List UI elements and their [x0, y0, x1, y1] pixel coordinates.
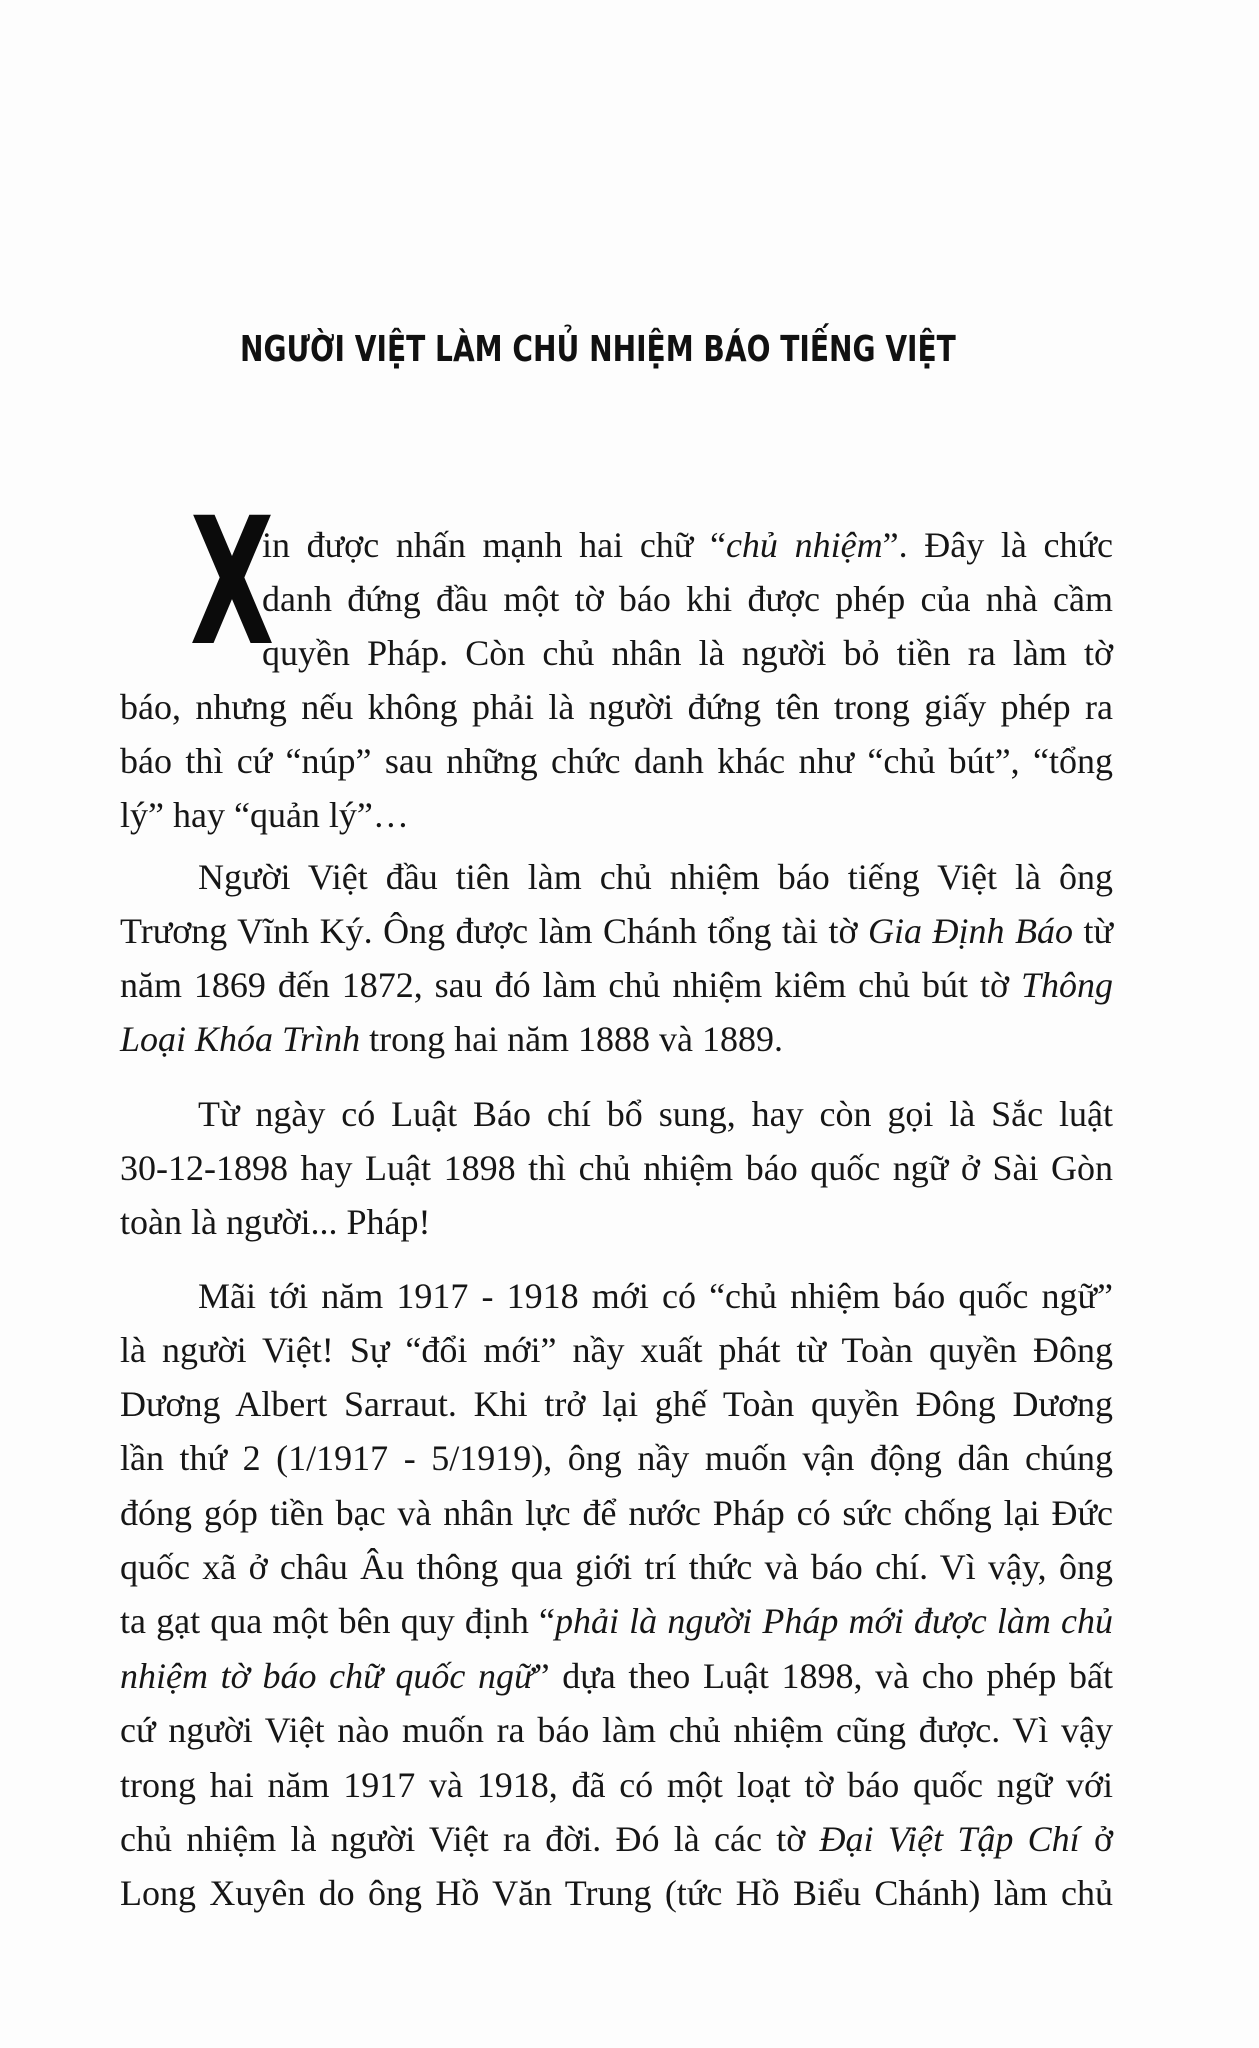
paragraph-4-line — [198, 1269, 1113, 1323]
paragraph-4-line — [120, 1540, 1113, 1594]
italic-title-text: Đại Việt Tập Chí — [819, 1819, 1080, 1859]
paragraph-3-line — [120, 1195, 1113, 1249]
text-run: lần thứ 2 (1/1917 - 5/1919), ông nầy muốn vận động dân chúng — [120, 1438, 1113, 1478]
text-run: Dương Albert Sarraut. Khi trở lại ghế Toàn quyền Đông Dương — [120, 1384, 1113, 1424]
text-run: Trương Vĩnh Ký. Ông được làm Chánh tổng tài tờ — [120, 911, 869, 951]
paragraph-2-line — [198, 850, 1113, 904]
text-run: chủ nhiệm là người Việt ra đời. Đó là các tờ — [120, 1819, 820, 1859]
paragraph-4-line — [120, 1594, 1113, 1648]
italic-title-text: Loại Khóa Trình — [120, 1019, 361, 1059]
paragraph-1-line — [262, 626, 1113, 680]
paragraph-1-line — [262, 518, 1113, 572]
text-run: đóng góp tiền bạc và nhân lực để nước Pháp có sức chống lại Đức — [120, 1493, 1113, 1533]
paragraph-1-line — [262, 572, 1113, 626]
paragraph-4-line — [120, 1323, 1113, 1377]
text-run: danh đứng đầu một tờ báo khi được phép của nhà cầm — [262, 579, 1113, 619]
text-run: 30-12-1898 hay Luật 1898 thì chủ nhiệm báo quốc ngữ ở Sài Gòn — [120, 1148, 1113, 1188]
text-run: toàn là người... Pháp! — [120, 1202, 431, 1242]
text-run: báo thì cứ “núp” sau những chức danh khác như “chủ bút”, “tổng — [120, 741, 1113, 781]
paragraph-3-line — [198, 1087, 1113, 1141]
text-run: Mãi tới năm 1917 - 1918 mới có “chủ nhiệm báo quốc ngữ” — [198, 1276, 1113, 1316]
text-run: là người Việt! Sự “đổi mới” nầy xuất phát từ Toàn quyền Đông — [120, 1330, 1113, 1370]
paragraph-4-line — [120, 1377, 1113, 1431]
paragraph-1-line — [120, 734, 1113, 788]
paragraph-4-line — [120, 1703, 1113, 1757]
text-run: năm 1869 đến 1872, sau đó làm chủ nhiệm kiêm chủ bút tờ — [120, 965, 1021, 1005]
paragraph-2-line — [120, 958, 1113, 1012]
text-run: ở — [1079, 1819, 1113, 1859]
italic-title-text: Thông — [1020, 965, 1113, 1005]
paragraph-4-line — [120, 1431, 1113, 1485]
text-run: ta gạt qua một bên quy định “ — [120, 1601, 556, 1641]
italic-title-text: chủ nhiệm — [725, 525, 883, 565]
italic-title-text: phải là người Pháp mới được làm chủ — [555, 1601, 1113, 1641]
text-run: Người Việt đầu tiên làm chủ nhiệm báo tiếng Việt là ông — [198, 857, 1113, 897]
paragraph-2-line — [120, 904, 1113, 958]
text-run: quốc xã ở châu Âu thông qua giới trí thức và báo chí. Vì vậy, ông — [120, 1547, 1113, 1587]
text-run: ” dựa theo Luật 1898, và cho phép bất — [533, 1656, 1113, 1696]
text-run: trong hai năm 1888 và 1889. — [360, 1019, 784, 1059]
paragraph-1-line — [120, 788, 1113, 842]
text-run: cứ người Việt nào muốn ra báo làm chủ nhiệm cũng được. Vì vậy — [120, 1710, 1113, 1750]
drop-cap: X — [190, 480, 275, 685]
paragraph-2-line — [120, 1012, 1113, 1066]
text-run: lý” hay “quản lý”… — [120, 795, 409, 835]
italic-title-text: Gia Định Báo — [868, 911, 1073, 951]
text-run: in được nhấn mạnh hai chữ “ — [262, 525, 726, 565]
paragraph-4-line — [120, 1649, 1113, 1703]
paragraph-1-line — [120, 680, 1113, 734]
text-run: Từ ngày có Luật Báo chí bổ sung, hay còn gọi là Sắc luật — [198, 1094, 1113, 1134]
text-run: báo, nhưng nếu không phải là người đứng tên trong giấy phép ra — [120, 687, 1113, 727]
text-run: trong hai năm 1917 và 1918, đã có một loạt tờ báo quốc ngữ với — [120, 1765, 1113, 1805]
text-run: từ — [1072, 911, 1113, 951]
paragraph-4-line — [120, 1486, 1113, 1540]
paragraph-4-line — [120, 1866, 1113, 1920]
text-run: Long Xuyên do ông Hồ Văn Trung (tức Hồ Biểu Chánh) làm chủ — [120, 1873, 1113, 1913]
text-run: ”. Đây là chức — [882, 525, 1114, 565]
text-run: quyền Pháp. Còn chủ nhân là người bỏ tiền ra làm tờ — [262, 633, 1113, 673]
paragraph-4-line — [120, 1758, 1113, 1812]
italic-title-text: nhiệm tờ báo chữ quốc ngữ — [120, 1656, 534, 1696]
paragraph-3-line — [120, 1141, 1113, 1195]
paragraph-4-line — [120, 1812, 1113, 1866]
chapter-title: NGƯỜI VIỆT LÀM CHỦ NHIỆM BÁO TIẾNG VIỆT — [240, 329, 956, 370]
